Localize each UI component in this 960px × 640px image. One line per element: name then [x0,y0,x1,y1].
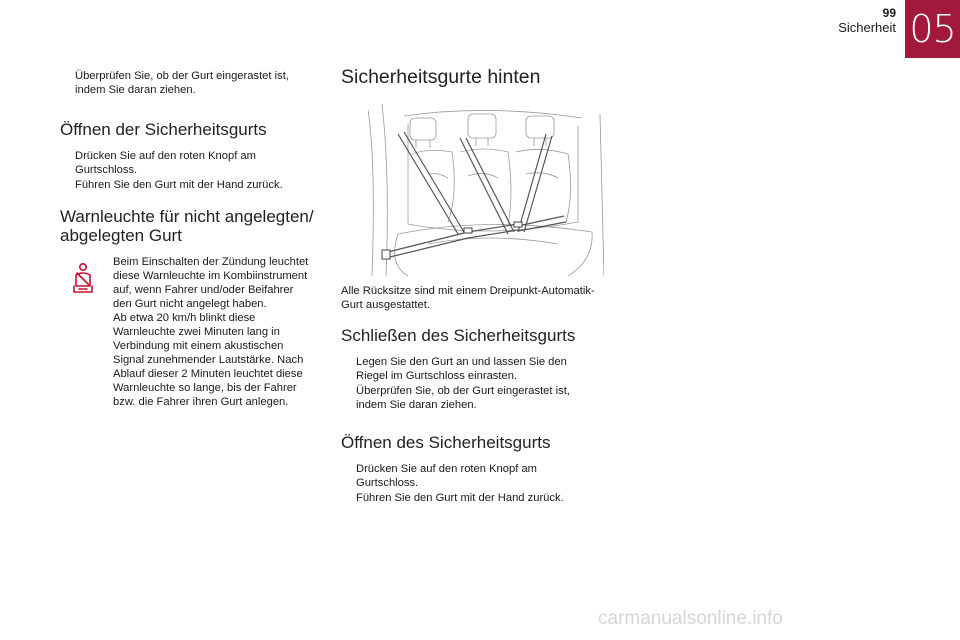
bullet-marker [341,462,356,490]
bullet-text: Legen Sie den Gurt an und lassen Sie den Riegel im Gurtschloss einrasten. [356,356,567,382]
heading-line: abgelegten Gurt [60,226,182,245]
bullet-marker [341,384,356,412]
list-item [60,69,305,97]
open-bullet-list-right [341,462,586,506]
list-item [341,384,586,412]
list-item [60,178,300,192]
rear-seat-belt-illustration [368,104,604,276]
intro-bullet-list [60,69,305,98]
close-bullet-list [341,355,586,413]
paragraph-line: Ab etwa 20 km/h blinkt diese [113,312,256,324]
bullet-marker [60,69,75,97]
paragraph-line: Signal zunehmender Lautstärke. Nach [113,354,304,366]
list-item [341,491,586,505]
page-number: 99 [882,6,896,20]
heading-line: Warnleuchte für nicht angelegten/ [60,207,314,226]
list-item [341,355,586,383]
paragraph-line: Verbindung mit einem akustischen [113,340,284,352]
paragraph-line: Ablauf dieser 2 Minuten leuchtet diese [113,368,303,380]
page-section-title: Sicherheitsgurte hinten [341,66,541,88]
warning-paragraph [113,255,313,409]
bullet-text: Überprüfen Sie, ob der Gurt eingerastet ist, indem Sie daran ziehen. [75,70,289,96]
warning-section-heading [60,207,314,245]
bullet-marker [60,178,75,192]
footer-watermark: carmanualsonline.info [598,608,783,629]
list-item [60,149,300,177]
paragraph-line: Beim Einschalten der Zündung leuchtet [113,256,309,268]
chapter-number-tab: 05 [905,0,960,58]
paragraph-line: diese Warnleuchte im Kombiinstrument [113,270,308,282]
paragraph-line: Warnleuchte so lange, bis der Fahrer [113,382,297,394]
paragraph-line: auf, wenn Fahrer und/oder Beifahrer [113,284,294,296]
open-bullet-list-left [60,149,300,193]
paragraph-line: den Gurt nicht angelegt haben. [113,298,267,310]
seatbelt-warning-icon [68,262,98,294]
bullet-marker [341,355,356,383]
illustration-caption [341,284,611,312]
bullet-marker [341,491,356,505]
bullet-marker [60,149,75,177]
bullet-text: Führen Sie den Gurt mit der Hand zurück. [75,179,283,191]
section-heading-close: Schließen des Sicherheitsgurts [341,326,576,345]
chapter-title: Sicherheit [838,20,896,35]
bullet-text: Drücken Sie auf den roten Knopf am Gurtschloss. [356,463,537,489]
bullet-text: Überprüfen Sie, ob der Gurt eingerastet ist, indem Sie daran ziehen. [356,385,570,411]
paragraph-line: bzw. die Fahrer ihren Gurt anlegen. [113,396,289,408]
paragraph-line: Warnleuchte zwei Minuten lang in [113,326,280,338]
section-heading-open-right: Öffnen des Sicherheitsgurts [341,433,551,452]
caption-line: Alle Rücksitze sind mit einem Dreipunkt-Automatik- [341,285,595,297]
section-heading-open-left: Öffnen der Sicherheitsgurts [60,120,267,139]
bullet-text: Führen Sie den Gurt mit der Hand zurück. [356,492,564,504]
bullet-text: Drücken Sie auf den roten Knopf am Gurtschloss. [75,150,256,176]
list-item [341,462,586,490]
caption-line: Gurt ausgestattet. [341,299,430,311]
